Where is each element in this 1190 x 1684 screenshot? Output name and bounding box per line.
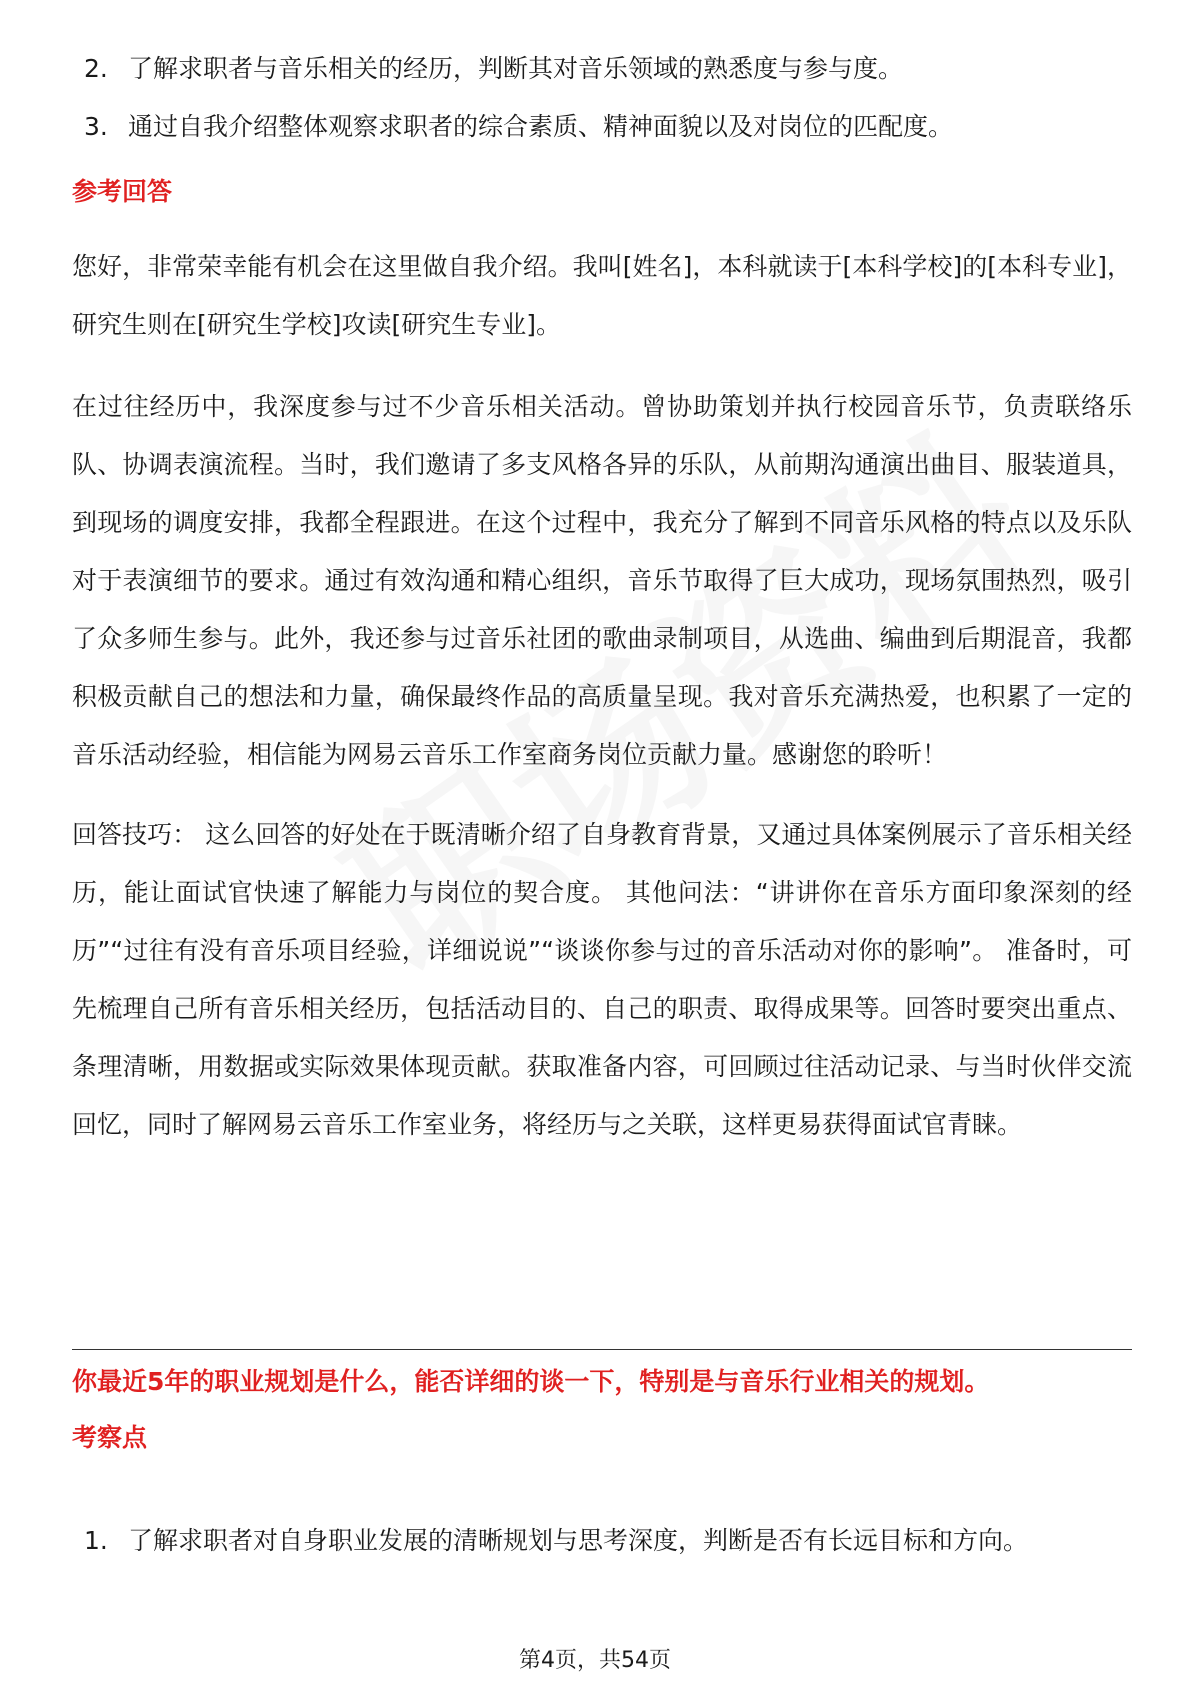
page-footer: 第4页，共54页 — [519, 1648, 671, 1673]
interview-question — [72, 1363, 1132, 1457]
next-points-list — [72, 1512, 1132, 1570]
list-item — [72, 1512, 1132, 1570]
next-points-container — [72, 1512, 1132, 1570]
section-divider — [72, 1349, 1132, 1350]
reference-answer-heading: 参考回答 — [72, 177, 173, 206]
assessment-heading: 考察点 — [72, 1423, 148, 1452]
list-number: 1. — [84, 1526, 108, 1555]
list-item — [72, 40, 1132, 98]
list-text: 通过自我介绍整体观察求职者的综合素质、精神面貌以及对岗位的匹配度。 — [128, 112, 954, 141]
question-text: 你最近5年的职业规划是什么，能否详细的谈一下，特别是与音乐行业相关的规划。 — [72, 1367, 990, 1396]
answer-paragraph-experience: 在过往经历中，我深度参与过不少音乐相关活动。曾协助策划并执行校园音乐节，负责联络乐队、协调表演流程。当时，我们邀请了多支风格各异的乐队，从前期沟通演出曲目、服装道具，到现场的调度安排，我都全程跟进。在这个过程中，我充分了解到不同音乐风格的特点以及乐队对于表演细节的要求。通过有效沟通和精心组织，音乐节取得了巨大成功，现场氛围热烈，吸引了众多师生参与。此外，我还参与过音乐社团的歌曲录制项目，从选曲、编曲到后期混音，我都积极贡献自己的想法和力量，确保最终作品的高质量呈现。我对音乐充满热爱，也积累了一定的音乐活动经验，相信能为网易云音乐工作室商务岗位贡献力量。感谢您的聆听！ — [72, 392, 1132, 769]
list-number: 2. — [84, 54, 108, 83]
answer-tips-paragraph: 回答技巧： 这么回答的好处在于既清晰介绍了自身教育背景，又通过具体案例展示了音乐相关经历，能让面试官快速了解能力与岗位的契合度。 其他问法：“讲讲你在音乐方面印象深刻的经历”“过往有没有音乐项目经验，详细说说”“谈谈你参与过的音乐活动对你的影响”。 准备时，可先梳理自己所有音乐相关经历，包括活动目的、自己的职责、取得成果等。回答时要突出重点、条理清晰，用数据或实际效果体现贡献。获取准备内容，可回顾过往活动记录、与当时伙伴交流回忆，同时了解网易云音乐工作室业务，将经历与之关联，这样更易获得面试官青睐。 — [72, 820, 1132, 1139]
list-item — [72, 98, 1132, 156]
prev-points-list — [72, 40, 1132, 156]
list-text: 了解求职者与音乐相关的经历，判断其对音乐领域的熟悉度与参与度。 — [128, 54, 904, 83]
page-content — [72, 40, 1132, 1154]
list-text: 了解求职者对自身职业发展的清晰规划与思考深度，判断是否有长远目标和方向。 — [128, 1526, 1029, 1555]
answer-paragraph-intro: 您好，非常荣幸能有机会在这里做自我介绍。我叫[姓名]，本科就读于[本科学校]的[本科专业]，研究生则在[研究生学校]攻读[研究生专业]。 — [72, 252, 1132, 339]
list-number: 3. — [84, 112, 108, 141]
